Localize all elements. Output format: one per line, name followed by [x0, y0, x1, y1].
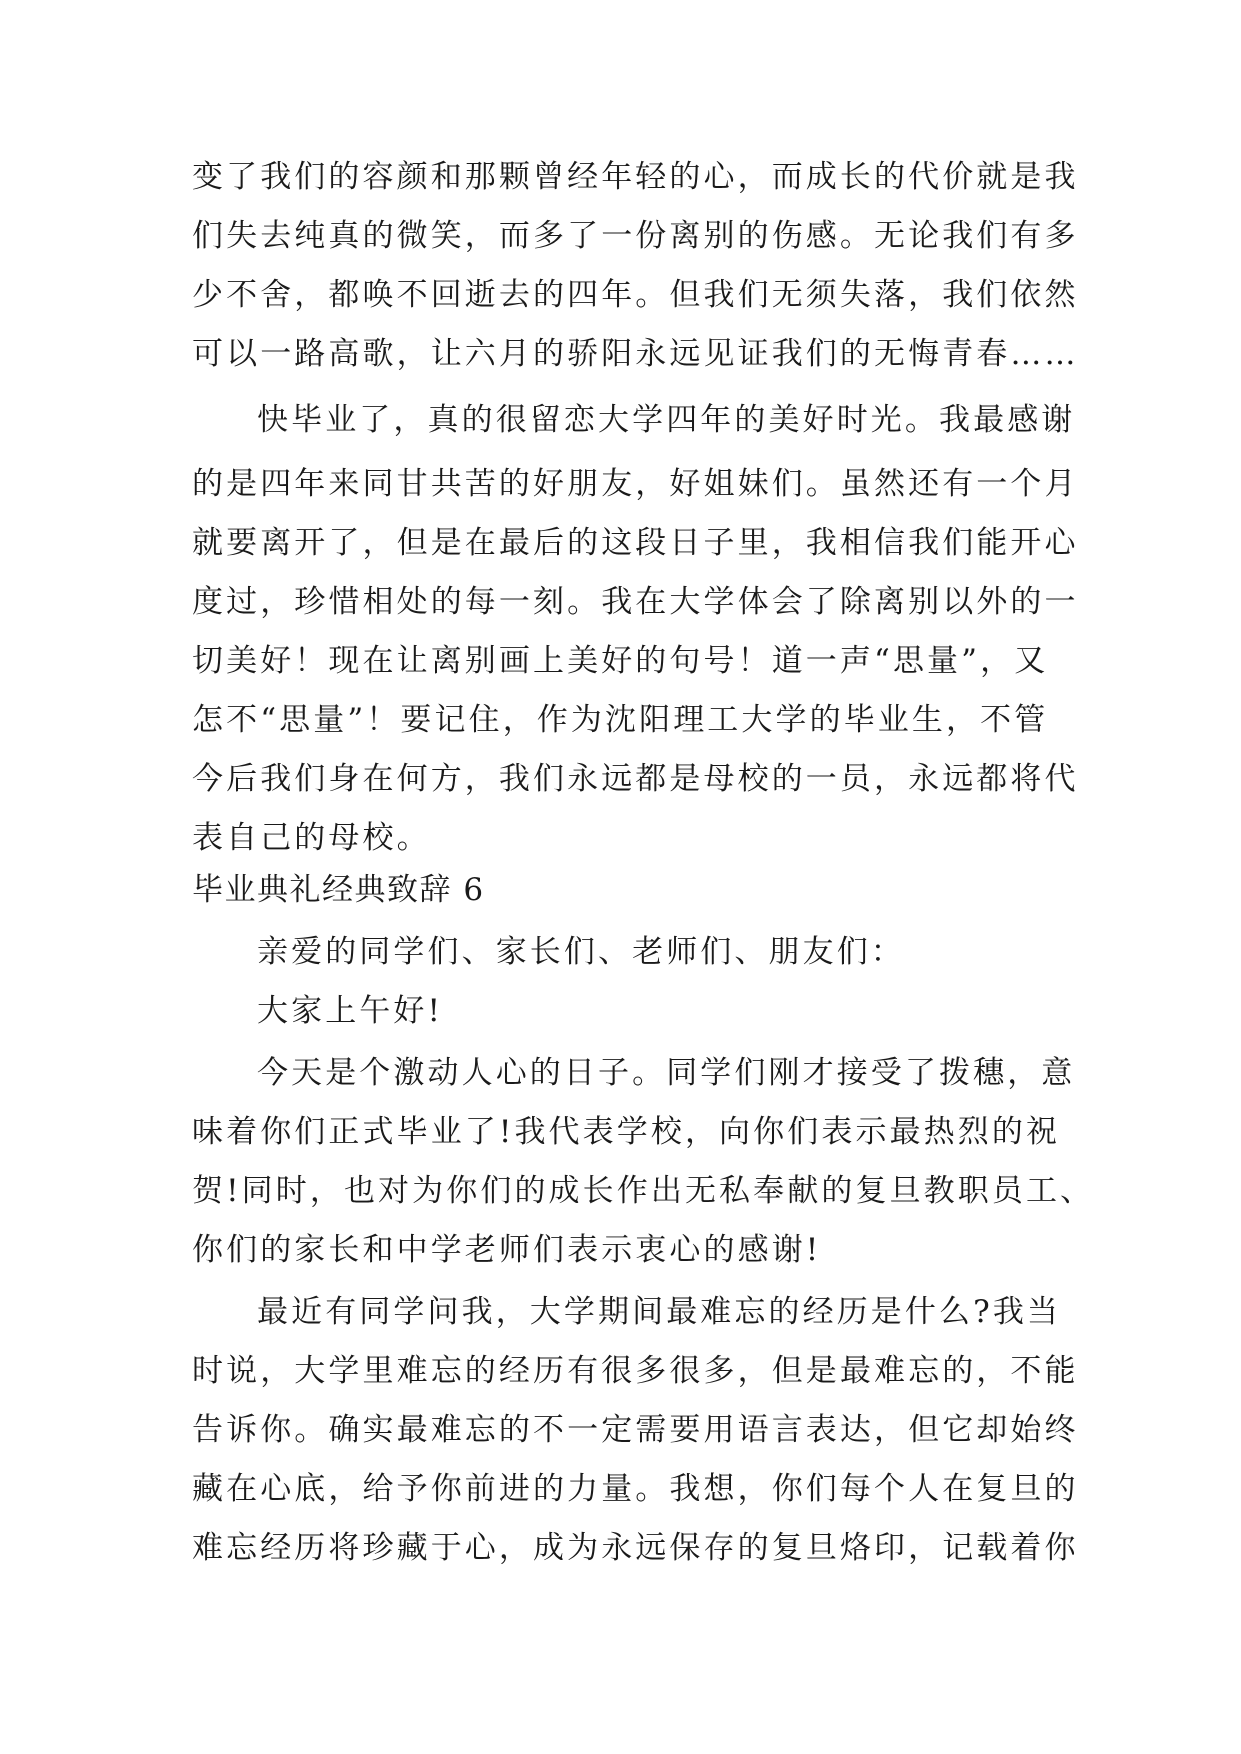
body-text-line: 可以一路高歌，让六月的骄阳永远见证我们的无悔青春…… — [192, 336, 1079, 372]
body-text-line: 时说，大学里难忘的经历有很多很多，但是最难忘的，不能 — [192, 1353, 1079, 1389]
body-text-line: 表自己的母校。 — [192, 820, 431, 856]
body-text-line: 藏在心底，给予你前进的力量。我想，你们每个人在复旦的 — [192, 1471, 1079, 1507]
body-text-line: 的是四年来同甘共苦的好朋友，好姐妹们。虽然还有一个月 — [192, 466, 1079, 502]
body-text-line: 怎不“思量”！要记住，作为沈阳理工大学的毕业生，不管 — [192, 702, 1049, 738]
body-text-line: 难忘经历将珍藏于心，成为永远保存的复旦烙印，记载着你 — [192, 1530, 1079, 1566]
body-text-line: 切美好！现在让离别画上美好的句号！道一声“思量”，又 — [192, 643, 1049, 679]
body-text-line: 就要离开了，但是在最后的这段日子里，我相信我们能开心 — [192, 525, 1079, 561]
body-text-line: 变了我们的容颜和那颗曾经年轻的心，而成长的代价就是我 — [192, 159, 1079, 195]
section-heading: 毕业典礼经典致辞 6 — [192, 872, 485, 908]
paragraph-first-line: 今天是个激动人心的日子。同学们刚才接受了拨穗，意 — [257, 1055, 1076, 1091]
salutation-line: 亲爱的同学们、家长们、老师们、朋友们： — [257, 934, 905, 970]
greeting-line: 大家上午好! — [257, 993, 444, 1029]
body-text-line: 告诉你。确实最难忘的不一定需要用语言表达，但它却始终 — [192, 1412, 1079, 1448]
body-text-line: 少不舍，都唤不回逝去的四年。但我们无须失落，我们依然 — [192, 277, 1079, 313]
paragraph-first-line: 快毕业了，真的很留恋大学四年的美好时光。我最感谢 — [257, 402, 1076, 438]
body-text-line: 度过，珍惜相处的每一刻。我在大学体会了除离别以外的一 — [192, 584, 1079, 620]
body-text-line: 贺!同时，也对为你们的成长作出无私奉献的复旦教职员工、 — [192, 1173, 1095, 1209]
paragraph-first-line: 最近有同学问我，大学期间最难忘的经历是什么?我当 — [257, 1294, 1062, 1330]
body-text-line: 今后我们身在何方，我们永远都是母校的一员，永远都将代 — [192, 761, 1079, 797]
body-text-line: 们失去纯真的微笑，而多了一份离别的伤感。无论我们有多 — [192, 218, 1079, 254]
body-text-line: 味着你们正式毕业了!我代表学校，向你们表示最热烈的祝 — [192, 1114, 1061, 1150]
body-text-line: 你们的家长和中学老师们表示衷心的感谢! — [192, 1232, 822, 1268]
